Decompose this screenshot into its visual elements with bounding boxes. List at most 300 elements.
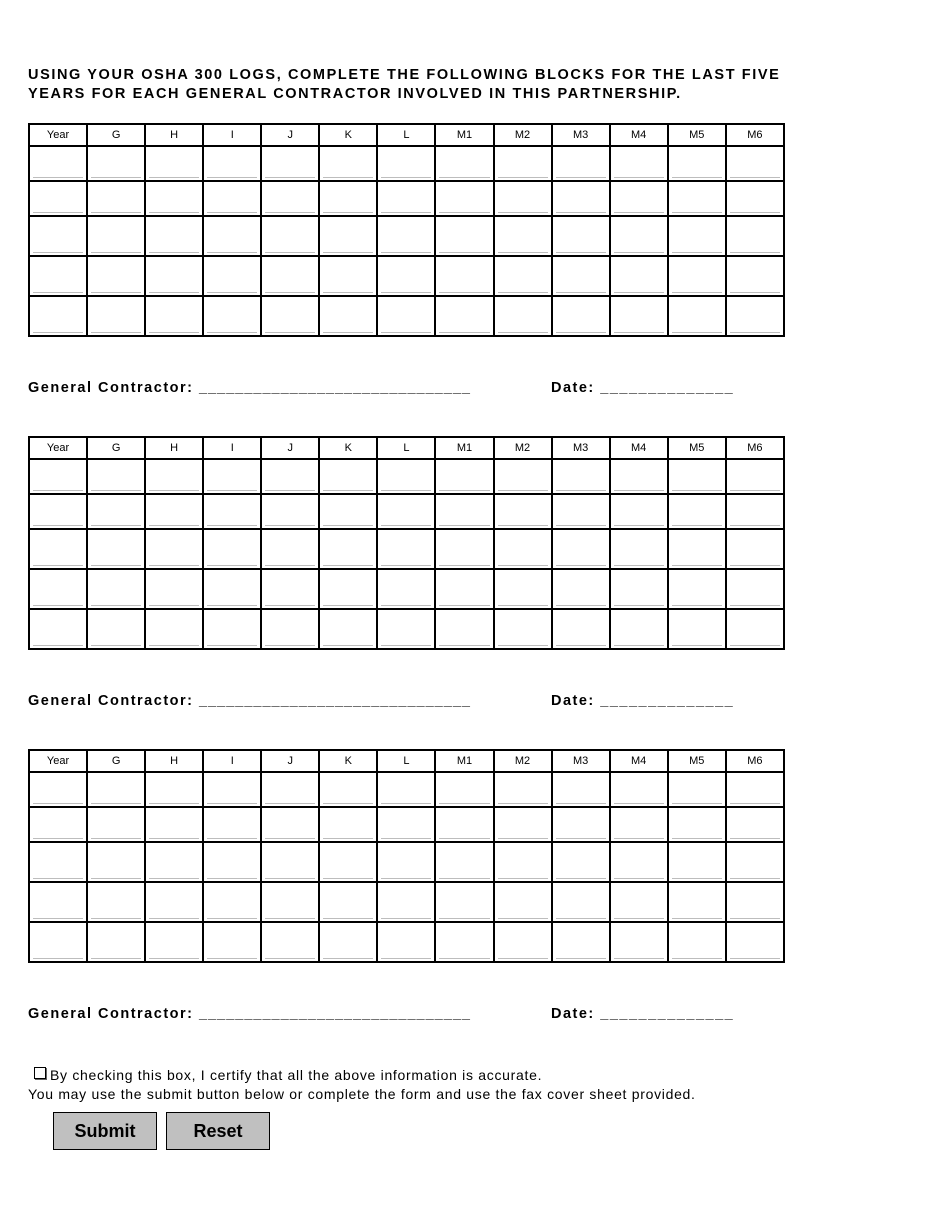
table-cell <box>377 609 435 649</box>
table-cell <box>668 609 726 649</box>
cell-input[interactable] <box>730 789 780 804</box>
cell-input[interactable] <box>265 631 315 646</box>
general-contractor-label: General Contractor: <box>28 693 194 709</box>
table-cell <box>552 842 610 882</box>
certify-checkbox[interactable] <box>34 1067 46 1079</box>
cell-input[interactable] <box>33 591 83 606</box>
column-header: H <box>145 124 203 146</box>
cell-input[interactable] <box>439 318 489 333</box>
cell-input[interactable] <box>33 551 83 566</box>
cell-input[interactable] <box>498 864 548 879</box>
cell-input[interactable] <box>323 198 373 213</box>
cell-input[interactable] <box>33 476 83 491</box>
table-row <box>29 181 784 216</box>
cell-input[interactable] <box>265 511 315 526</box>
table-cell <box>668 529 726 569</box>
cell-input[interactable] <box>91 318 141 333</box>
cell-input[interactable] <box>556 551 606 566</box>
table-cell <box>494 882 552 922</box>
table-cell <box>377 922 435 962</box>
cell-input[interactable] <box>381 163 431 178</box>
table-cell <box>319 569 377 609</box>
cell-input[interactable] <box>149 789 199 804</box>
table-cell <box>726 882 784 922</box>
general-contractor-label: General Contractor: <box>28 380 194 396</box>
table-row <box>29 296 784 336</box>
cell-input[interactable] <box>149 591 199 606</box>
cell-input[interactable] <box>91 591 141 606</box>
cell-input[interactable] <box>323 278 373 293</box>
table-cell <box>435 529 493 569</box>
table-cell <box>29 296 87 336</box>
table-cell <box>610 529 668 569</box>
cell-input[interactable] <box>91 904 141 919</box>
cell-input[interactable] <box>91 163 141 178</box>
cell-input[interactable] <box>614 476 664 491</box>
cell-input[interactable] <box>439 944 489 959</box>
cell-input[interactable] <box>207 476 257 491</box>
general-contractor-field[interactable]: ______________________________ <box>199 380 471 396</box>
cell-input[interactable] <box>381 238 431 253</box>
cell-input[interactable] <box>730 551 780 566</box>
cell-input[interactable] <box>265 278 315 293</box>
cell-input[interactable] <box>614 904 664 919</box>
table-cell <box>726 216 784 256</box>
cell-input[interactable] <box>672 163 722 178</box>
cell-input[interactable] <box>265 904 315 919</box>
cell-input[interactable] <box>498 511 548 526</box>
table-cell <box>145 807 203 842</box>
table-row <box>29 494 784 529</box>
table-cell <box>29 842 87 882</box>
cell-input[interactable] <box>149 476 199 491</box>
table-cell <box>145 494 203 529</box>
osha-table-1 <box>28 123 785 337</box>
cell-input[interactable] <box>730 238 780 253</box>
general-contractor-line-3 <box>28 1006 471 1022</box>
cell-input[interactable] <box>91 476 141 491</box>
table-cell <box>319 256 377 296</box>
cell-input[interactable] <box>265 163 315 178</box>
cell-input[interactable] <box>33 824 83 839</box>
cell-input[interactable] <box>614 238 664 253</box>
table-cell <box>552 807 610 842</box>
cell-input[interactable] <box>207 278 257 293</box>
cell-input[interactable] <box>149 944 199 959</box>
table-cell <box>87 216 145 256</box>
table-cell <box>319 146 377 181</box>
cell-input[interactable] <box>323 476 373 491</box>
table-cell <box>494 807 552 842</box>
cell-input[interactable] <box>323 631 373 646</box>
table-row <box>29 842 784 882</box>
cell-input[interactable] <box>498 318 548 333</box>
column-header: M5 <box>668 437 726 459</box>
cell-input[interactable] <box>323 789 373 804</box>
table-cell <box>87 922 145 962</box>
table-cell <box>552 296 610 336</box>
cell-input[interactable] <box>381 278 431 293</box>
cell-input[interactable] <box>730 591 780 606</box>
cell-input[interactable] <box>439 551 489 566</box>
column-header: I <box>203 124 261 146</box>
cell-input[interactable] <box>439 789 489 804</box>
cell-input[interactable] <box>323 864 373 879</box>
cell-input[interactable] <box>265 864 315 879</box>
cell-input[interactable] <box>265 551 315 566</box>
cell-input[interactable] <box>672 551 722 566</box>
table-cell <box>319 807 377 842</box>
column-header: M3 <box>552 750 610 772</box>
cell-input[interactable] <box>381 476 431 491</box>
cell-input[interactable] <box>33 163 83 178</box>
table-cell <box>494 922 552 962</box>
table-cell <box>29 609 87 649</box>
cell-input[interactable] <box>439 163 489 178</box>
cell-input[interactable] <box>33 944 83 959</box>
cell-input[interactable] <box>207 789 257 804</box>
cell-input[interactable] <box>439 511 489 526</box>
table-cell <box>726 459 784 494</box>
cell-input[interactable] <box>730 278 780 293</box>
cell-input[interactable] <box>381 904 431 919</box>
cell-input[interactable] <box>439 238 489 253</box>
cell-input[interactable] <box>149 864 199 879</box>
table-cell <box>319 842 377 882</box>
cell-input[interactable] <box>265 238 315 253</box>
cell-input[interactable] <box>323 591 373 606</box>
cell-input[interactable] <box>149 824 199 839</box>
table-cell <box>261 256 319 296</box>
cell-input[interactable] <box>439 904 489 919</box>
table-cell <box>377 842 435 882</box>
cell-input[interactable] <box>381 944 431 959</box>
cell-input[interactable] <box>614 864 664 879</box>
cell-input[interactable] <box>556 238 606 253</box>
cell-input[interactable] <box>556 631 606 646</box>
cell-input[interactable] <box>381 864 431 879</box>
cell-input[interactable] <box>730 318 780 333</box>
cell-input[interactable] <box>381 591 431 606</box>
cell-input[interactable] <box>323 238 373 253</box>
cell-input[interactable] <box>730 944 780 959</box>
cell-input[interactable] <box>149 238 199 253</box>
table-cell <box>87 494 145 529</box>
table-row <box>29 216 784 256</box>
cell-input[interactable] <box>556 318 606 333</box>
cell-input[interactable] <box>207 591 257 606</box>
cell-input[interactable] <box>207 551 257 566</box>
cell-input[interactable] <box>323 511 373 526</box>
cell-input[interactable] <box>556 864 606 879</box>
cell-input[interactable] <box>556 944 606 959</box>
cell-input[interactable] <box>672 944 722 959</box>
date-field[interactable]: ______________ <box>600 693 735 709</box>
cell-input[interactable] <box>556 278 606 293</box>
table-cell <box>494 256 552 296</box>
table-cell <box>203 882 261 922</box>
cell-input[interactable] <box>498 163 548 178</box>
date-field[interactable]: ______________ <box>600 1006 735 1022</box>
cell-input[interactable] <box>439 278 489 293</box>
cell-input[interactable] <box>33 198 83 213</box>
cell-input[interactable] <box>498 551 548 566</box>
cell-input[interactable] <box>730 904 780 919</box>
table-cell <box>261 807 319 842</box>
cell-input[interactable] <box>439 198 489 213</box>
table-cell <box>610 609 668 649</box>
cell-input[interactable] <box>556 824 606 839</box>
cell-input[interactable] <box>381 318 431 333</box>
cell-input[interactable] <box>323 551 373 566</box>
cell-input[interactable] <box>672 591 722 606</box>
table-cell <box>668 922 726 962</box>
cell-input[interactable] <box>439 824 489 839</box>
cell-input[interactable] <box>33 318 83 333</box>
cell-input[interactable] <box>498 278 548 293</box>
cell-input[interactable] <box>439 591 489 606</box>
cell-input[interactable] <box>730 163 780 178</box>
submit-note: You may use the submit button below or complete the form and use the fax cover sheet provided. <box>28 1086 696 1102</box>
cell-input[interactable] <box>498 789 548 804</box>
cell-input[interactable] <box>730 864 780 879</box>
cell-input[interactable] <box>91 864 141 879</box>
table-cell <box>145 256 203 296</box>
cell-input[interactable] <box>265 824 315 839</box>
table-cell <box>668 146 726 181</box>
table-cell <box>145 842 203 882</box>
table-cell <box>668 494 726 529</box>
table-cell <box>610 181 668 216</box>
cell-input[interactable] <box>33 864 83 879</box>
cell-input[interactable] <box>323 904 373 919</box>
column-header: M3 <box>552 437 610 459</box>
table-cell <box>552 256 610 296</box>
general-contractor-field[interactable]: ______________________________ <box>199 1006 471 1022</box>
cell-input[interactable] <box>149 318 199 333</box>
table-row <box>29 569 784 609</box>
cell-input[interactable] <box>91 551 141 566</box>
column-header: M5 <box>668 750 726 772</box>
cell-input[interactable] <box>556 789 606 804</box>
cell-input[interactable] <box>265 789 315 804</box>
cell-input[interactable] <box>207 198 257 213</box>
cell-input[interactable] <box>149 198 199 213</box>
cell-input[interactable] <box>730 511 780 526</box>
cell-input[interactable] <box>323 824 373 839</box>
cell-input[interactable] <box>730 824 780 839</box>
cell-input[interactable] <box>498 904 548 919</box>
cell-input[interactable] <box>614 631 664 646</box>
table-row <box>29 807 784 842</box>
cell-input[interactable] <box>614 511 664 526</box>
cell-input[interactable] <box>265 944 315 959</box>
column-header: G <box>87 437 145 459</box>
table-cell <box>29 216 87 256</box>
table-cell <box>203 569 261 609</box>
cell-input[interactable] <box>381 789 431 804</box>
cell-input[interactable] <box>439 631 489 646</box>
column-header: M2 <box>494 437 552 459</box>
cell-input[interactable] <box>498 238 548 253</box>
table-cell <box>261 842 319 882</box>
cell-input[interactable] <box>265 318 315 333</box>
table-row <box>29 882 784 922</box>
column-header: M1 <box>435 437 493 459</box>
cell-input[interactable] <box>207 511 257 526</box>
cell-input[interactable] <box>265 476 315 491</box>
table-cell <box>319 459 377 494</box>
cell-input[interactable] <box>614 198 664 213</box>
cell-input[interactable] <box>91 238 141 253</box>
cell-input[interactable] <box>556 511 606 526</box>
table-cell <box>87 842 145 882</box>
cell-input[interactable] <box>149 631 199 646</box>
cell-input[interactable] <box>614 163 664 178</box>
cell-input[interactable] <box>672 511 722 526</box>
submit-button[interactable]: Submit <box>53 1112 157 1150</box>
cell-input[interactable] <box>672 318 722 333</box>
cell-input[interactable] <box>207 824 257 839</box>
cell-input[interactable] <box>381 511 431 526</box>
cell-input[interactable] <box>91 824 141 839</box>
date-field[interactable]: ______________ <box>600 380 735 396</box>
table-cell <box>494 181 552 216</box>
table-cell <box>261 296 319 336</box>
general-contractor-field[interactable]: ______________________________ <box>199 693 471 709</box>
cell-input[interactable] <box>672 238 722 253</box>
cell-input[interactable] <box>381 551 431 566</box>
cell-input[interactable] <box>672 904 722 919</box>
cell-input[interactable] <box>381 824 431 839</box>
table-cell <box>552 181 610 216</box>
cell-input[interactable] <box>323 163 373 178</box>
cell-input[interactable] <box>498 944 548 959</box>
cell-input[interactable] <box>556 163 606 178</box>
cell-input[interactable] <box>91 198 141 213</box>
cell-input[interactable] <box>33 511 83 526</box>
table-cell <box>435 146 493 181</box>
cell-input[interactable] <box>33 904 83 919</box>
table-cell <box>261 459 319 494</box>
cell-input[interactable] <box>149 904 199 919</box>
cell-input[interactable] <box>265 198 315 213</box>
cell-input[interactable] <box>498 476 548 491</box>
table-cell <box>610 807 668 842</box>
cell-input[interactable] <box>207 864 257 879</box>
cell-input[interactable] <box>730 476 780 491</box>
cell-input[interactable] <box>672 824 722 839</box>
cell-input[interactable] <box>323 944 373 959</box>
column-header: M2 <box>494 124 552 146</box>
column-header: Year <box>29 124 87 146</box>
table-cell <box>726 146 784 181</box>
cell-input[interactable] <box>149 551 199 566</box>
table-cell <box>494 494 552 529</box>
cell-input[interactable] <box>672 198 722 213</box>
cell-input[interactable] <box>672 864 722 879</box>
certify-text: By checking this box, I certify that all the above information is accurate. <box>50 1067 543 1083</box>
cell-input[interactable] <box>207 944 257 959</box>
table-cell <box>610 459 668 494</box>
cell-input[interactable] <box>149 163 199 178</box>
cell-input[interactable] <box>439 476 489 491</box>
cell-input[interactable] <box>614 551 664 566</box>
table-cell <box>377 529 435 569</box>
cell-input[interactable] <box>672 476 722 491</box>
table-cell <box>145 216 203 256</box>
reset-button[interactable]: Reset <box>166 1112 270 1150</box>
cell-input[interactable] <box>265 591 315 606</box>
cell-input[interactable] <box>556 591 606 606</box>
cell-input[interactable] <box>614 318 664 333</box>
cell-input[interactable] <box>672 789 722 804</box>
cell-input[interactable] <box>614 591 664 606</box>
table-cell <box>435 296 493 336</box>
cell-input[interactable] <box>207 631 257 646</box>
table-cell <box>29 256 87 296</box>
table-cell <box>610 494 668 529</box>
cell-input[interactable] <box>672 278 722 293</box>
cell-input[interactable] <box>381 631 431 646</box>
cell-input[interactable] <box>556 476 606 491</box>
table-cell <box>377 146 435 181</box>
cell-input[interactable] <box>614 944 664 959</box>
cell-input[interactable] <box>207 238 257 253</box>
cell-input[interactable] <box>498 198 548 213</box>
cell-input[interactable] <box>207 318 257 333</box>
table-cell <box>726 569 784 609</box>
cell-input[interactable] <box>614 824 664 839</box>
cell-input[interactable] <box>730 631 780 646</box>
cell-input[interactable] <box>381 198 431 213</box>
column-header: M6 <box>726 750 784 772</box>
table-row <box>29 256 784 296</box>
cell-input[interactable] <box>207 904 257 919</box>
cell-input[interactable] <box>614 278 664 293</box>
cell-input[interactable] <box>91 944 141 959</box>
cell-input[interactable] <box>91 789 141 804</box>
cell-input[interactable] <box>672 631 722 646</box>
cell-input[interactable] <box>91 278 141 293</box>
cell-input[interactable] <box>556 904 606 919</box>
cell-input[interactable] <box>614 789 664 804</box>
cell-input[interactable] <box>498 591 548 606</box>
table-cell <box>87 807 145 842</box>
cell-input[interactable] <box>33 238 83 253</box>
cell-input[interactable] <box>91 511 141 526</box>
cell-input[interactable] <box>439 864 489 879</box>
cell-input[interactable] <box>498 631 548 646</box>
cell-input[interactable] <box>498 824 548 839</box>
cell-input[interactable] <box>149 511 199 526</box>
table-cell <box>435 922 493 962</box>
cell-input[interactable] <box>33 631 83 646</box>
cell-input[interactable] <box>207 163 257 178</box>
cell-input[interactable] <box>91 631 141 646</box>
table-cell <box>87 772 145 807</box>
table-cell <box>377 772 435 807</box>
cell-input[interactable] <box>33 278 83 293</box>
cell-input[interactable] <box>556 198 606 213</box>
cell-input[interactable] <box>33 789 83 804</box>
cell-input[interactable] <box>730 198 780 213</box>
column-header: L <box>377 437 435 459</box>
table-row <box>29 529 784 569</box>
table-header-row <box>29 750 784 772</box>
cell-input[interactable] <box>149 278 199 293</box>
cell-input[interactable] <box>323 318 373 333</box>
